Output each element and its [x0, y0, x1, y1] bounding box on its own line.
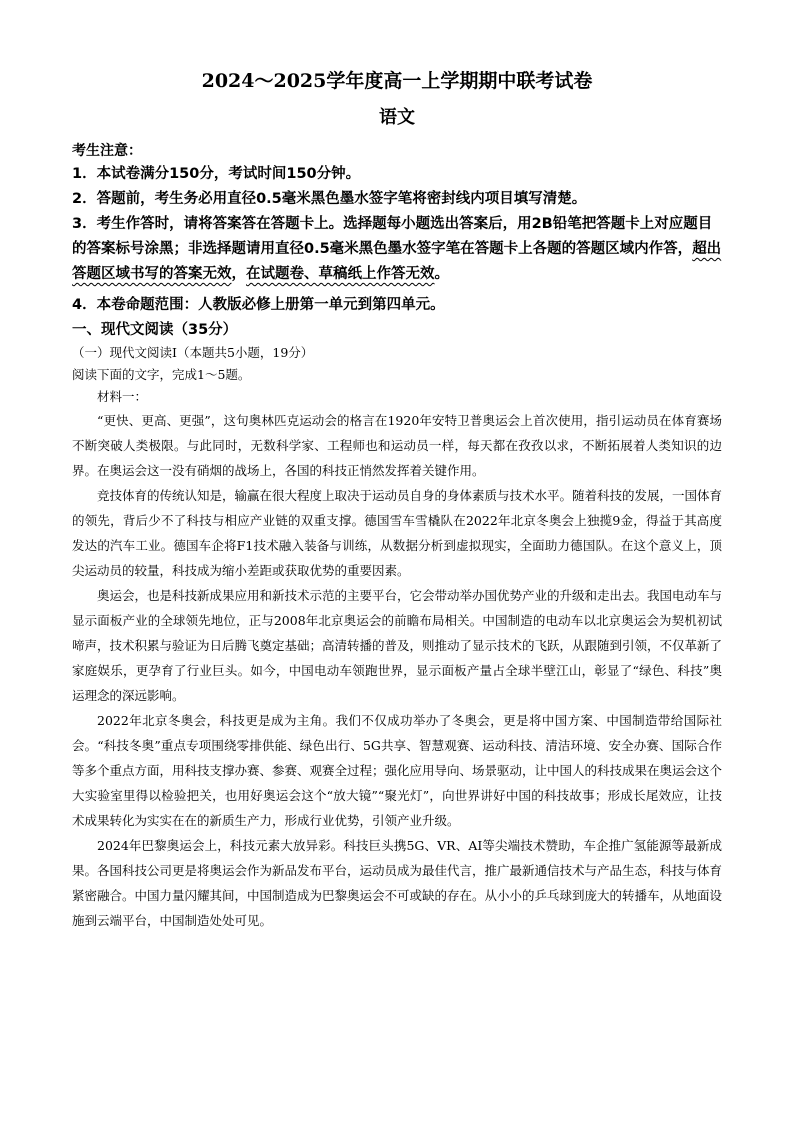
- material-paragraph: 2024年巴黎奥运会上，科技元素大放异彩。科技巨头携5G、VR、AI等尖端技术赞助，车企推广氢能源等最新成果。各国科技公司更是将奥运会作为新品发布平台，运动员成为最佳代言，推广最新通信技术与产品生态，科技与体育紧密融合。中国力量闪耀其间，中国制造成为巴黎奥运会不可或缺的存在。从小小的乒乓球到庞大的转播车，从地面设施到云端平台，中国制造处处可见。: [72, 838, 723, 928]
- subsection-heading: （一）现代文阅读Ⅰ（本题共5小题，19分）: [72, 345, 314, 360]
- exam-subject: 语文: [379, 107, 415, 128]
- material-label: 材料一：: [97, 389, 148, 404]
- material-paragraph: 竞技体育的传统认知是，输赢在很大程度上取决于运动员自身的身体素质与技术水平。随着科技的发展，一国体育的领先，背后少不了科技与相应产业链的双重支撑。德国雪车雪橇队在2022年北京冬奥会上独揽9金，得益于其高度发达的汽车工业。德国车企将F1技术融入装备与训练，从数据分析到虚拟现实，全面助力德国队。在这个意义上，顶尖运动员的较量，科技成为缩小差距或获取优势的重要因素。: [72, 488, 723, 578]
- notice-rule-1: 1．本试卷满分150分，考试时间150分钟。: [72, 166, 361, 182]
- notice-rule-3: [72, 212, 722, 287]
- material-paragraph: 2022年北京冬奥会，科技更是成为主角。我们不仅成功举办了冬奥会，更是将中国方案、中国制造带给国际社会。“科技冬奥”重点专项围绕零排供能、绿色出行、5G共享、智慧观赛、运动科技、清洁环境、安全办赛、国际合作等多个重点方面，用科技支撑办赛、参赛、观赛全过程；强化应用导向、场景驱动，让中国人的科技成果在奥运会这个大实验室里得以检验把关，也用好奥运会这个“放大镜”“聚光灯”，向世界讲好中国的科技故事；形成长尾效应，让技术成果转化为实实在在的新质生产力，形成行业优势，引领产业升级。: [72, 713, 723, 828]
- notice-rule-3-text: 3．考生作答时，请将答案答在答题卡上。选择题每小题选出答案后，用2B铅笔把答题卡上对应题目的答案标号涂黑；非选择题请用直径0.5毫米黑色墨水签字笔在答题卡上各题的答题区域内作答，: [72, 216, 713, 257]
- notice-heading: 考生注意：: [72, 143, 142, 159]
- notice-rule-3-emphasis-2: 在试题卷、草稿纸上作答无效: [246, 266, 435, 282]
- material-paragraph: 奥运会，也是科技新成果应用和新技术示范的主要平台，它会带动举办国优势产业的升级和走出去。我国电动车与显示面板产业的全球领先地位，正与2008年北京奥运会的前瞻布局相关。中国制造的电动车以北京奥运会为契机初试啼声，技术积累与验证为日后腾飞奠定基础；高清转播的普及，则推动了显示技术的飞跃，从跟随到引领，不仅革新了家庭娱乐，更孕育了行业巨头。如今，中国电动车领跑世界，显示面板产量占全球半壁江山，彰显了“绿色、科技”奥运理念的深远影响。: [72, 588, 723, 703]
- section-heading: 一、现代文阅读（35分）: [72, 322, 238, 338]
- material-paragraph: “更快、更高、更强”，这句奥林匹克运动会的格言在1920年安特卫普奥运会上首次使用，指引运动员在体育赛场不断突破人类极限。与此同时，无数科学家、工程师也和运动员一样，每天都在孜孜以求，不断拓展着人类知识的边界。在奥运会这一没有硝烟的战场上，各国的科技正悄然发挥着关键作用。: [72, 413, 722, 478]
- notice-rule-3-comma: ，: [231, 266, 246, 282]
- exam-title: 2024～2025学年度高一上学期期中联考试卷: [201, 70, 593, 92]
- notice-rule-3-emphasis-1: 超出答题区域书写的答案无效: [72, 241, 722, 282]
- reading-instruction: 阅读下面的文字，完成1～5题。: [72, 367, 251, 382]
- notice-rule-4: 4．本卷命题范围：人教版必修上册第一单元到第四单元。: [72, 297, 445, 313]
- notice-rule-3-end: 。: [434, 266, 449, 282]
- notice-rule-2: 2．答题前，考生务必用直径0.5毫米黑色墨水签字笔将密封线内项目填写清楚。: [72, 191, 587, 207]
